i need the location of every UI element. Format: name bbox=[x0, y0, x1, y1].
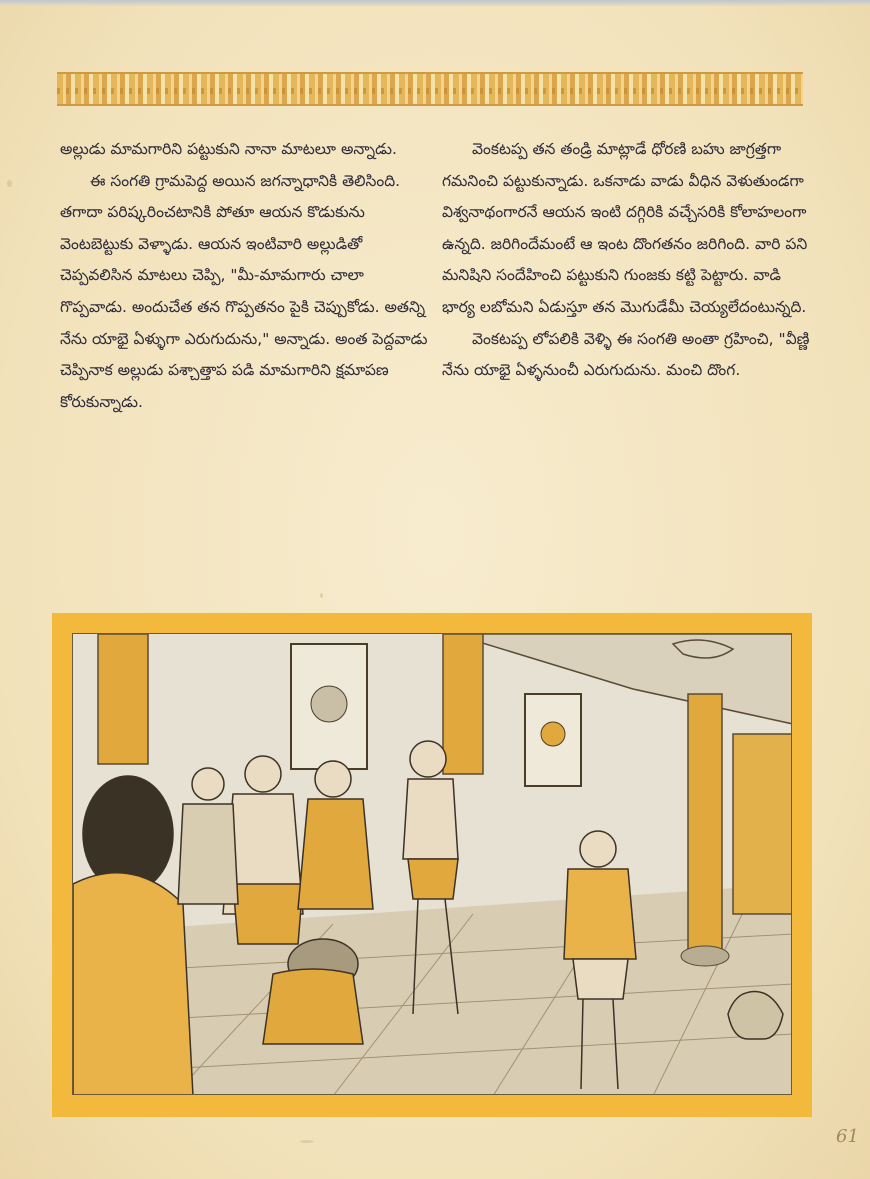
decorative-border bbox=[57, 72, 803, 106]
right-paragraph-2: వెంకటప్ప లోపలికి వెళ్ళి ఈ సంగతి అంతా గ్రహించి, "వీణ్ణి నేను యాభై ఏళ్ళనుంచీ ఎరుగుదును. మంచి దొంగ. bbox=[442, 329, 810, 380]
paper-mark bbox=[300, 1140, 314, 1143]
right-paragraph-1: వెంకటప్ప తన తండ్రి మాట్లాడే ధోరణి బహు జాగ్రత్తగా గమనించి పట్టుకున్నాడు. ఒకనాడు వాడు వీధిన వెళుతుండగా విశ్వనాథంగారనే ఆయన ఇంటి దగ్గిరికి వచ్చేసరికి కోలాహలంగా ఉన్నది. జరిగిందేమంటే ఆ ఇంట దొంగతనం జరిగింది. వారి పని మనిషిని సందేహించి పట్టుకుని గుంజకు కట్టి పెట్టారు. వాడి భార్య లబోమని ఏడుస్తూ తన మొగుడేమీ చెయ్యలేదంటున్నది. bbox=[442, 140, 808, 316]
left-text-column bbox=[60, 134, 432, 418]
top-rule bbox=[0, 0, 870, 6]
paper-mark bbox=[7, 180, 12, 187]
left-paragraph-1: అల్లుడు మామగారిని పట్టుకుని నానా మాటలూ అన్నాడు. bbox=[60, 140, 397, 158]
illustration-frame bbox=[52, 613, 812, 1117]
left-paragraph-2: ఈ సంగతి గ్రామపెద్ద అయిన జగన్నాధానికి తెలిసింది. తగాదా పరిష్కరించటానికి పోతూ ఆయన కొడుకును వెంటబెట్టుకు వెళ్ళాడు. ఆయన ఇంటివారి అల్లుడితో చెప్పవలిసిన మాటలు చెప్పి, "మీ-మామగారు చాలా గొప్పవాడు. అందుచేత తన గొప్పతనం పైకి చెప్పుకోడు. అతన్ని నేను యాభై ఏళ్ళుగా ఎరుగుదును," అన్నాడు. అంత పెద్దవాడు చెప్పినాక అల్లుడు పశ్చాత్తాప పడి మామగారిని క్షమాపణ కోరుకున్నాడు. bbox=[60, 171, 428, 411]
illustration bbox=[72, 633, 792, 1095]
page-number: 61 bbox=[836, 1126, 859, 1147]
right-text-column bbox=[442, 134, 814, 387]
paper-mark bbox=[320, 593, 323, 598]
illustration-icon bbox=[73, 634, 792, 1095]
